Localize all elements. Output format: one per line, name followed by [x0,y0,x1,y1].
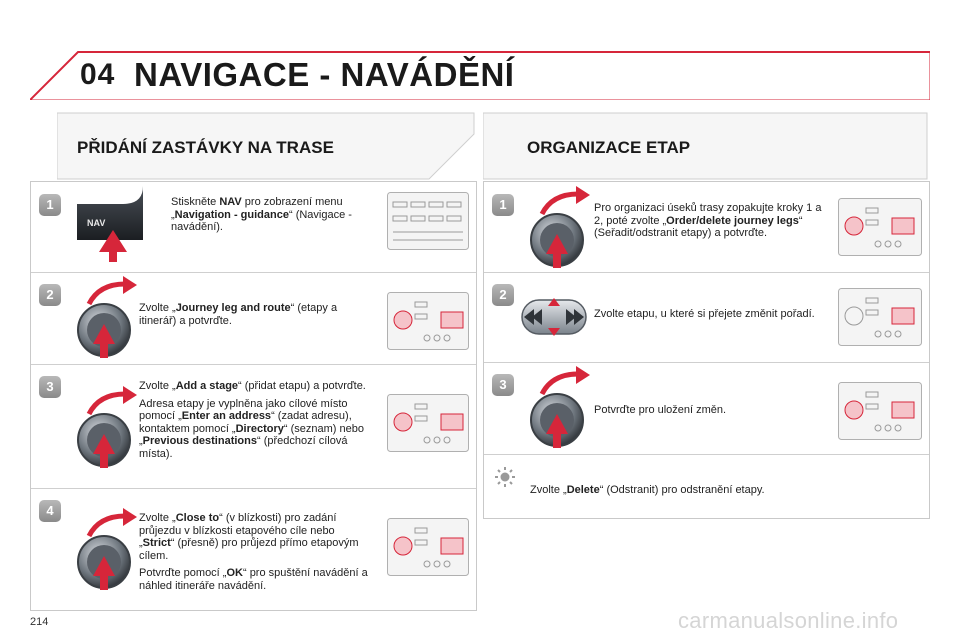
left-step-4-text: Zvolte „Close to“ (v blízkosti) pro zadání průjezdu v blízkosti etapového cíle nebo „Strict“ (přesně) pro průjezd přímo etapovým cílem. Potvrďte pomocí „OK“ pro spuštění navádění a náhled itineráře navádění. [139,512,368,592]
radio-panel-thumbnail [387,292,469,350]
radio-panel-thumbnail [838,198,922,256]
chapter-number: 04 [80,58,116,91]
radio-panel-thumbnail [387,394,469,452]
right-step-2-text: Zvolte etapu, u které si přejete změnit pořadí. [594,308,815,320]
left-step-4 [31,488,476,610]
right-step-2 [484,272,929,363]
left-step-3 [31,364,476,489]
step-badge: 2 [39,284,61,306]
right-step-3-text: Potvrďte pro uložení změn. [594,404,727,416]
radio-panel-thumbnail [387,192,469,250]
left-steps-panel [30,181,477,611]
rotary-knob-icon [524,366,604,450]
left-section-title: PŘIDÁNÍ ZASTÁVKY NA TRASE [77,138,334,157]
navigation-pad-icon [518,296,590,338]
left-step-2-text: Zvolte „Journey leg and route“ (etapy a itinerář) a potvrďte. [139,302,338,327]
right-section-header [483,112,928,180]
nav-button-icon [73,186,151,262]
right-note [484,454,929,518]
step-badge: 3 [39,376,61,398]
step-badge: 3 [492,374,514,396]
left-step-2 [31,272,476,365]
right-step-3 [484,362,929,455]
step-badge: 1 [39,194,61,216]
right-section-title: ORGANIZACE ETAP [527,138,691,157]
right-note-text: Zvolte „Delete“ (Odstranit) pro odstranění etapy. [530,484,765,496]
nav-button-label: NAV [87,218,106,228]
right-step-1-text: Pro organizaci úseků trasy zopakujte kroky 1 a 2, poté zvolte „Order/delete journey legs“ (Seřadit/odstranit etapy) a potvrďte. [594,202,822,239]
sun-icon [494,466,516,488]
step-badge: 2 [492,284,514,306]
step-badge: 4 [39,500,61,522]
rotary-knob-icon [524,186,604,270]
radio-panel-thumbnail [838,288,922,346]
right-steps-panel [483,181,930,519]
page-number: 214 [30,616,49,628]
left-step-1 [31,182,476,273]
radio-panel-thumbnail [838,382,922,440]
step-badge: 1 [492,194,514,216]
left-step-3-text: Zvolte „Add a stage“ (přidat etapu) a potvrďte. Adresa etapy je vyplněna jako cílové místo pomocí „Enter an address“ (zadat adresu), kontaktem pomocí „Directory“ (seznam) nebo „Previous destinations“ (předchozí cílová místa). [139,380,366,460]
left-section-header [57,112,475,180]
chapter-title: NAVIGACE - NAVÁDĚNÍ [134,56,515,93]
radio-panel-thumbnail [387,518,469,576]
watermark: carmanualsonline.info [678,608,899,633]
left-step-1-text: Stiskněte NAV pro zobrazení menu „Navigation - guidance“ (Navigace - navádění). [171,196,352,233]
right-step-1 [484,182,929,273]
